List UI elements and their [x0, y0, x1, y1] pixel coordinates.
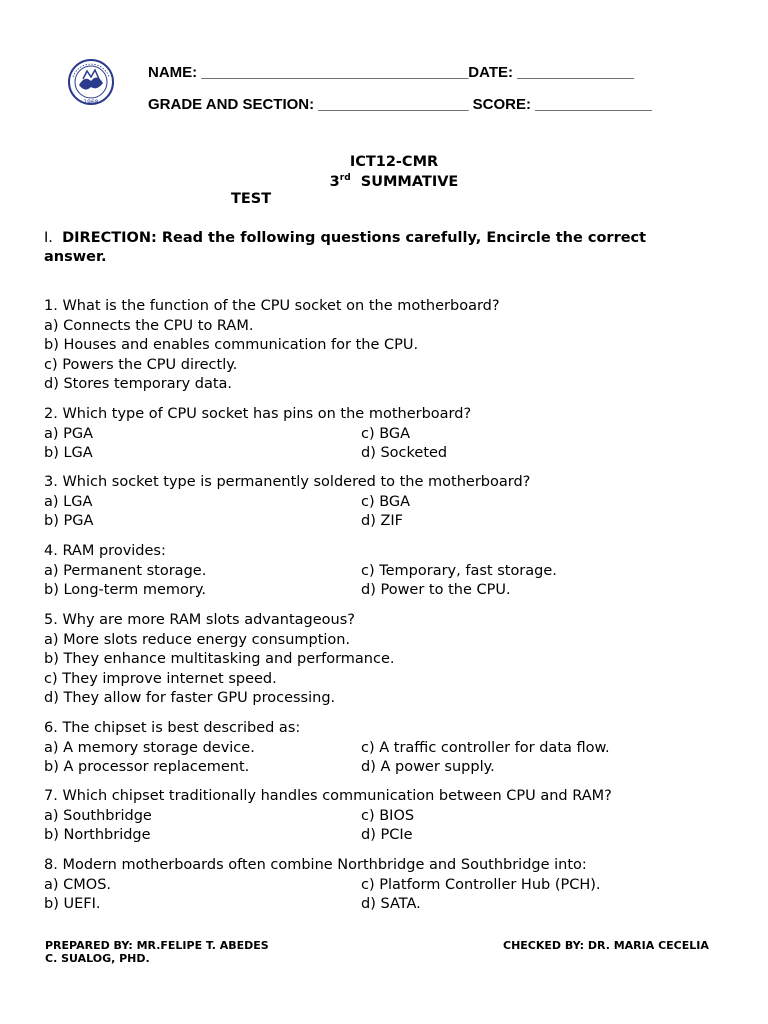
answer-choice[interactable]: c) BGA — [361, 425, 411, 442]
answer-row — [44, 826, 612, 846]
answer-choice[interactable]: b) Long-term memory. — [44, 582, 206, 599]
answer-choice[interactable]: a) PGA — [44, 425, 94, 442]
answer-row — [44, 758, 610, 778]
answer-row — [44, 425, 471, 445]
answer-choice[interactable]: b) PGA — [44, 513, 94, 530]
direction-numeral: I. — [44, 230, 53, 246]
answer-choice[interactable]: d) Socketed — [361, 445, 448, 462]
answer-choice[interactable]: d) Stores temporary data. — [44, 376, 233, 393]
direction-instructions — [44, 229, 704, 267]
ordinal-number: 3 — [329, 173, 340, 190]
name-field[interactable]: NAME: ________________________________ — [148, 64, 469, 81]
answer-choice[interactable]: d) ZIF — [361, 513, 404, 530]
question-stem: 2. Which type of CPU socket has pins on the motherboard? — [44, 406, 472, 422]
answer-choice[interactable]: b) A processor replacement. — [44, 759, 250, 776]
answer-choice[interactable]: a) Permanent storage. — [44, 562, 207, 579]
answer-row — [44, 739, 610, 759]
question-stem: 5. Why are more RAM slots advantageous? — [44, 612, 355, 628]
answer-choice[interactable]: d) They allow for faster GPU processing. — [44, 690, 336, 707]
answer-row — [44, 493, 530, 513]
question-stem: 7. Which chipset traditionally handles communication between CPU and RAM? — [44, 788, 612, 804]
prepared-by — [45, 939, 269, 965]
grade-section-field[interactable]: GRADE AND SECTION: __________________ — [148, 96, 469, 113]
answer-choice[interactable]: d) Power to the CPU. — [361, 582, 511, 599]
answer-row — [44, 562, 557, 582]
question-8 — [44, 856, 601, 915]
course-title: ICT12-CMR — [349, 154, 439, 170]
answer-choice[interactable]: a) LGA — [44, 493, 93, 510]
answer-choice[interactable]: a) Connects the CPU to RAM. — [44, 317, 254, 334]
question-5 — [44, 611, 394, 709]
seal-year: 1968 — [83, 99, 99, 106]
answer-choice[interactable]: b) Houses and enables communication for the CPU. — [44, 337, 419, 354]
answer-choice[interactable]: b) They enhance multitasking and performance. — [44, 651, 395, 668]
grade-score-line — [148, 96, 652, 113]
school-seal-logo — [67, 57, 115, 109]
test-label: TEST — [231, 191, 272, 207]
question-3 — [44, 473, 530, 532]
answer-row — [44, 581, 557, 601]
summative-title — [0, 173, 768, 190]
date-field[interactable]: DATE: ______________ — [468, 64, 634, 81]
answer-row — [44, 895, 601, 915]
answer-row — [44, 444, 471, 464]
answer-choice[interactable]: a) CMOS. — [44, 876, 112, 893]
answer-choice[interactable]: a) A memory storage device. — [44, 739, 255, 756]
answer-choice[interactable]: b) LGA — [44, 445, 93, 462]
answer-choice[interactable]: a) More slots reduce energy consumption. — [44, 631, 351, 648]
answer-choice[interactable]: b) UEFI. — [44, 896, 101, 913]
answer-choice[interactable]: c) A traffic controller for data flow. — [361, 739, 610, 756]
question-stem: 6. The chipset is best described as: — [44, 720, 301, 736]
answer-row — [44, 876, 601, 896]
question-stem: 8. Modern motherboards often combine Northbridge and Southbridge into: — [44, 857, 587, 873]
question-stem: 4. RAM provides: — [44, 543, 166, 559]
answer-choice[interactable]: d) A power supply. — [361, 759, 495, 776]
prepared-by-line2: C. SUALOG, PHD. — [45, 952, 150, 965]
answer-choice[interactable]: d) SATA. — [361, 896, 421, 913]
ordinal-suffix: rd — [339, 173, 351, 183]
answer-choice[interactable]: d) PCIe — [361, 827, 413, 844]
summative-label: SUMMATIVE — [360, 173, 459, 190]
name-date-line — [148, 64, 634, 81]
answer-choice[interactable]: c) Temporary, fast storage. — [361, 562, 557, 579]
answer-choice[interactable]: c) Platform Controller Hub (PCH). — [361, 876, 601, 893]
answer-row — [44, 512, 530, 532]
question-4 — [44, 542, 557, 601]
checked-by: CHECKED BY: DR. MARIA CECELIA — [503, 939, 709, 952]
answer-choice[interactable]: c) They improve internet speed. — [44, 670, 277, 687]
question-stem: 1. What is the function of the CPU socket on the motherboard? — [44, 298, 500, 314]
question-2 — [44, 405, 471, 464]
direction-text: DIRECTION: Read the following questions carefully, Encircle the correct answer. — [44, 230, 647, 265]
question-stem: 3. Which socket type is permanently soldered to the motherboard? — [44, 474, 531, 490]
answer-choice[interactable]: b) Northbridge — [44, 827, 151, 844]
answer-choice[interactable]: c) BIOS — [361, 807, 415, 824]
score-field[interactable]: SCORE: ______________ — [472, 96, 652, 113]
prepared-by-line1: PREPARED BY: MR.FELIPE T. ABEDES — [45, 939, 269, 952]
question-1 — [44, 297, 500, 395]
answer-choice[interactable]: a) Southbridge — [44, 807, 152, 824]
answer-choice[interactable]: c) BGA — [361, 493, 411, 510]
answer-row — [44, 807, 612, 827]
question-7 — [44, 787, 612, 846]
question-6 — [44, 719, 610, 778]
answer-choice[interactable]: c) Powers the CPU directly. — [44, 356, 238, 373]
